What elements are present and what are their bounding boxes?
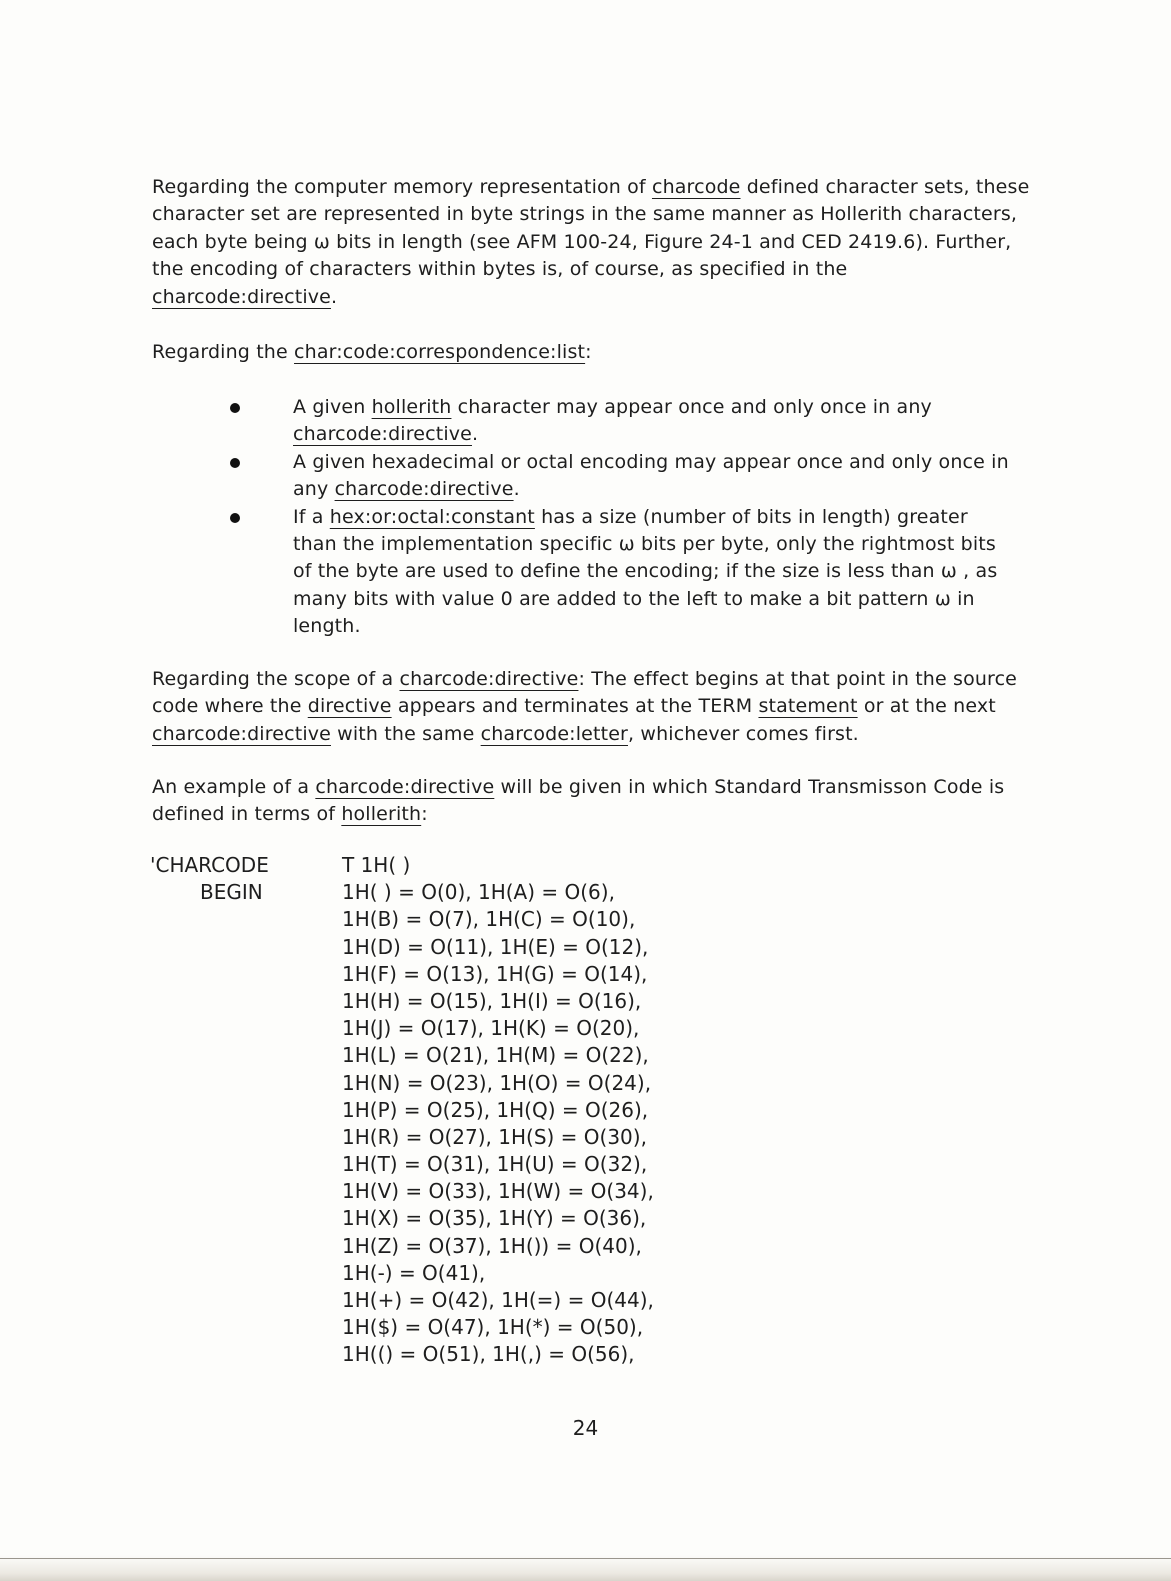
code-line: 1H(L) = O(21), 1H(M) = O(22), [342,1043,649,1068]
code-line: 1H( ) = O(0), 1H(A) = O(6), [342,880,615,905]
code-line: 1H(-) = O(41), [342,1260,486,1285]
bullet-item: If a hex:or:octal:constant has a size (number of bits in length) greater than the implementation specific ω bits per byte, only the rightmost bits of the byte are used to define the encoding; if the size is less than ω , as many bits with value 0 are added to the left to make a bit pattern ω in length. [230,504,1010,641]
term-charcode: charcode [651,176,741,198]
code-line: T 1H( ) [342,853,411,877]
code-line: 1H(R) = O(27), 1H(S) = O(30), [342,1124,647,1149]
bullet-icon [230,513,240,523]
bullet-item: A given hollerith character may appear once and only once in any charcode:directive. [230,394,1010,449]
term-charcode-letter: charcode:letter [480,722,628,745]
term-directive: directive [307,695,392,718]
term-charcode-directive: charcode:directive [152,722,331,745]
charcode-example-listing [150,852,654,1367]
term-charcode-directive: charcode:directive [315,776,495,798]
code-label-charcode: 'CHARCODE [150,853,269,877]
code-line: 1H(P) = O(25), 1H(Q) = O(26), [342,1097,649,1122]
code-line: 1H(D) = O(11), 1H(E) = O(12), [342,934,649,959]
term-hollerith: hollerith [341,803,422,826]
paragraph-example-intro: An example of a charcode:directive will be given in which Standard Transmisson Code is defined in terms of hollerith: [152,776,1005,826]
term-statement: statement [758,695,858,718]
bullet-item: A given hexadecimal or octal encoding may appear once and only once in any charcode:directive. [230,449,1010,504]
code-line: 1H(B) = O(7), 1H(C) = O(10), [342,907,636,932]
rules-bullet-list [230,394,1010,641]
code-line: 1H(N) = O(23), 1H(O) = O(24), [342,1070,652,1095]
code-line: 1H(+) = O(42), 1H(=) = O(44), [342,1288,654,1312]
code-line: 1H(F) = O(13), 1H(G) = O(14), [342,961,648,986]
paragraph-correspondence-list: Regarding the char:code:correspondence:list: [152,341,592,363]
code-line: 1H(J) = O(17), 1H(K) = O(20), [342,1016,640,1041]
code-body [342,852,654,1369]
code-line: 1H(T) = O(31), 1H(U) = O(32), [342,1152,648,1177]
term-hollerith: hollerith [371,396,452,418]
term-charcode-directive: charcode:directive [152,285,331,308]
scan-edge-line [0,1558,1171,1559]
term-charcode-directive: charcode:directive [334,478,514,501]
code-line: 1H(Z) = O(37), 1H()) = O(40), [342,1233,642,1258]
term-char-code-correspondence-list: char:code:correspondence:list [294,341,586,363]
paragraph-memory-representation: Regarding the computer memory representation of charcode defined character sets, these character set are represented in byte strings in the same manner as Hollerith characters, each byte being ω bits in length (see AFM 100-24, Figure 24-1 and CED 2419.6). Further, the encoding of characters within bytes is, of course, as specified in the charcode:directive. [152,176,1030,308]
code-line: 1H(() = O(51), 1H(,) = O(56), [342,1342,635,1367]
code-line: 1H($) = O(47), 1H(*) = O(50), [342,1315,644,1340]
term-hex-or-octal-constant: hex:or:octal:constant [329,505,535,528]
bullet-icon [230,403,240,413]
code-label-begin: BEGIN [200,880,263,904]
term-charcode-directive: charcode:directive [293,423,472,446]
code-line: 1H(V) = O(33), 1H(W) = O(34), [342,1179,654,1204]
page-number: 24 [572,1416,599,1440]
bullet-icon [230,458,240,468]
term-charcode-directive: charcode:directive [399,668,579,690]
code-line: 1H(H) = O(15), 1H(I) = O(16), [342,988,642,1013]
paragraph-directive-scope: Regarding the scope of a charcode:directive: The effect begins at that point in the source code where the directive appears and terminates at the TERM statement or at the next charcode:directive with the same charcode:letter, whichever comes first. [152,668,1018,745]
code-line: 1H(X) = O(35), 1H(Y) = O(36), [342,1206,647,1231]
